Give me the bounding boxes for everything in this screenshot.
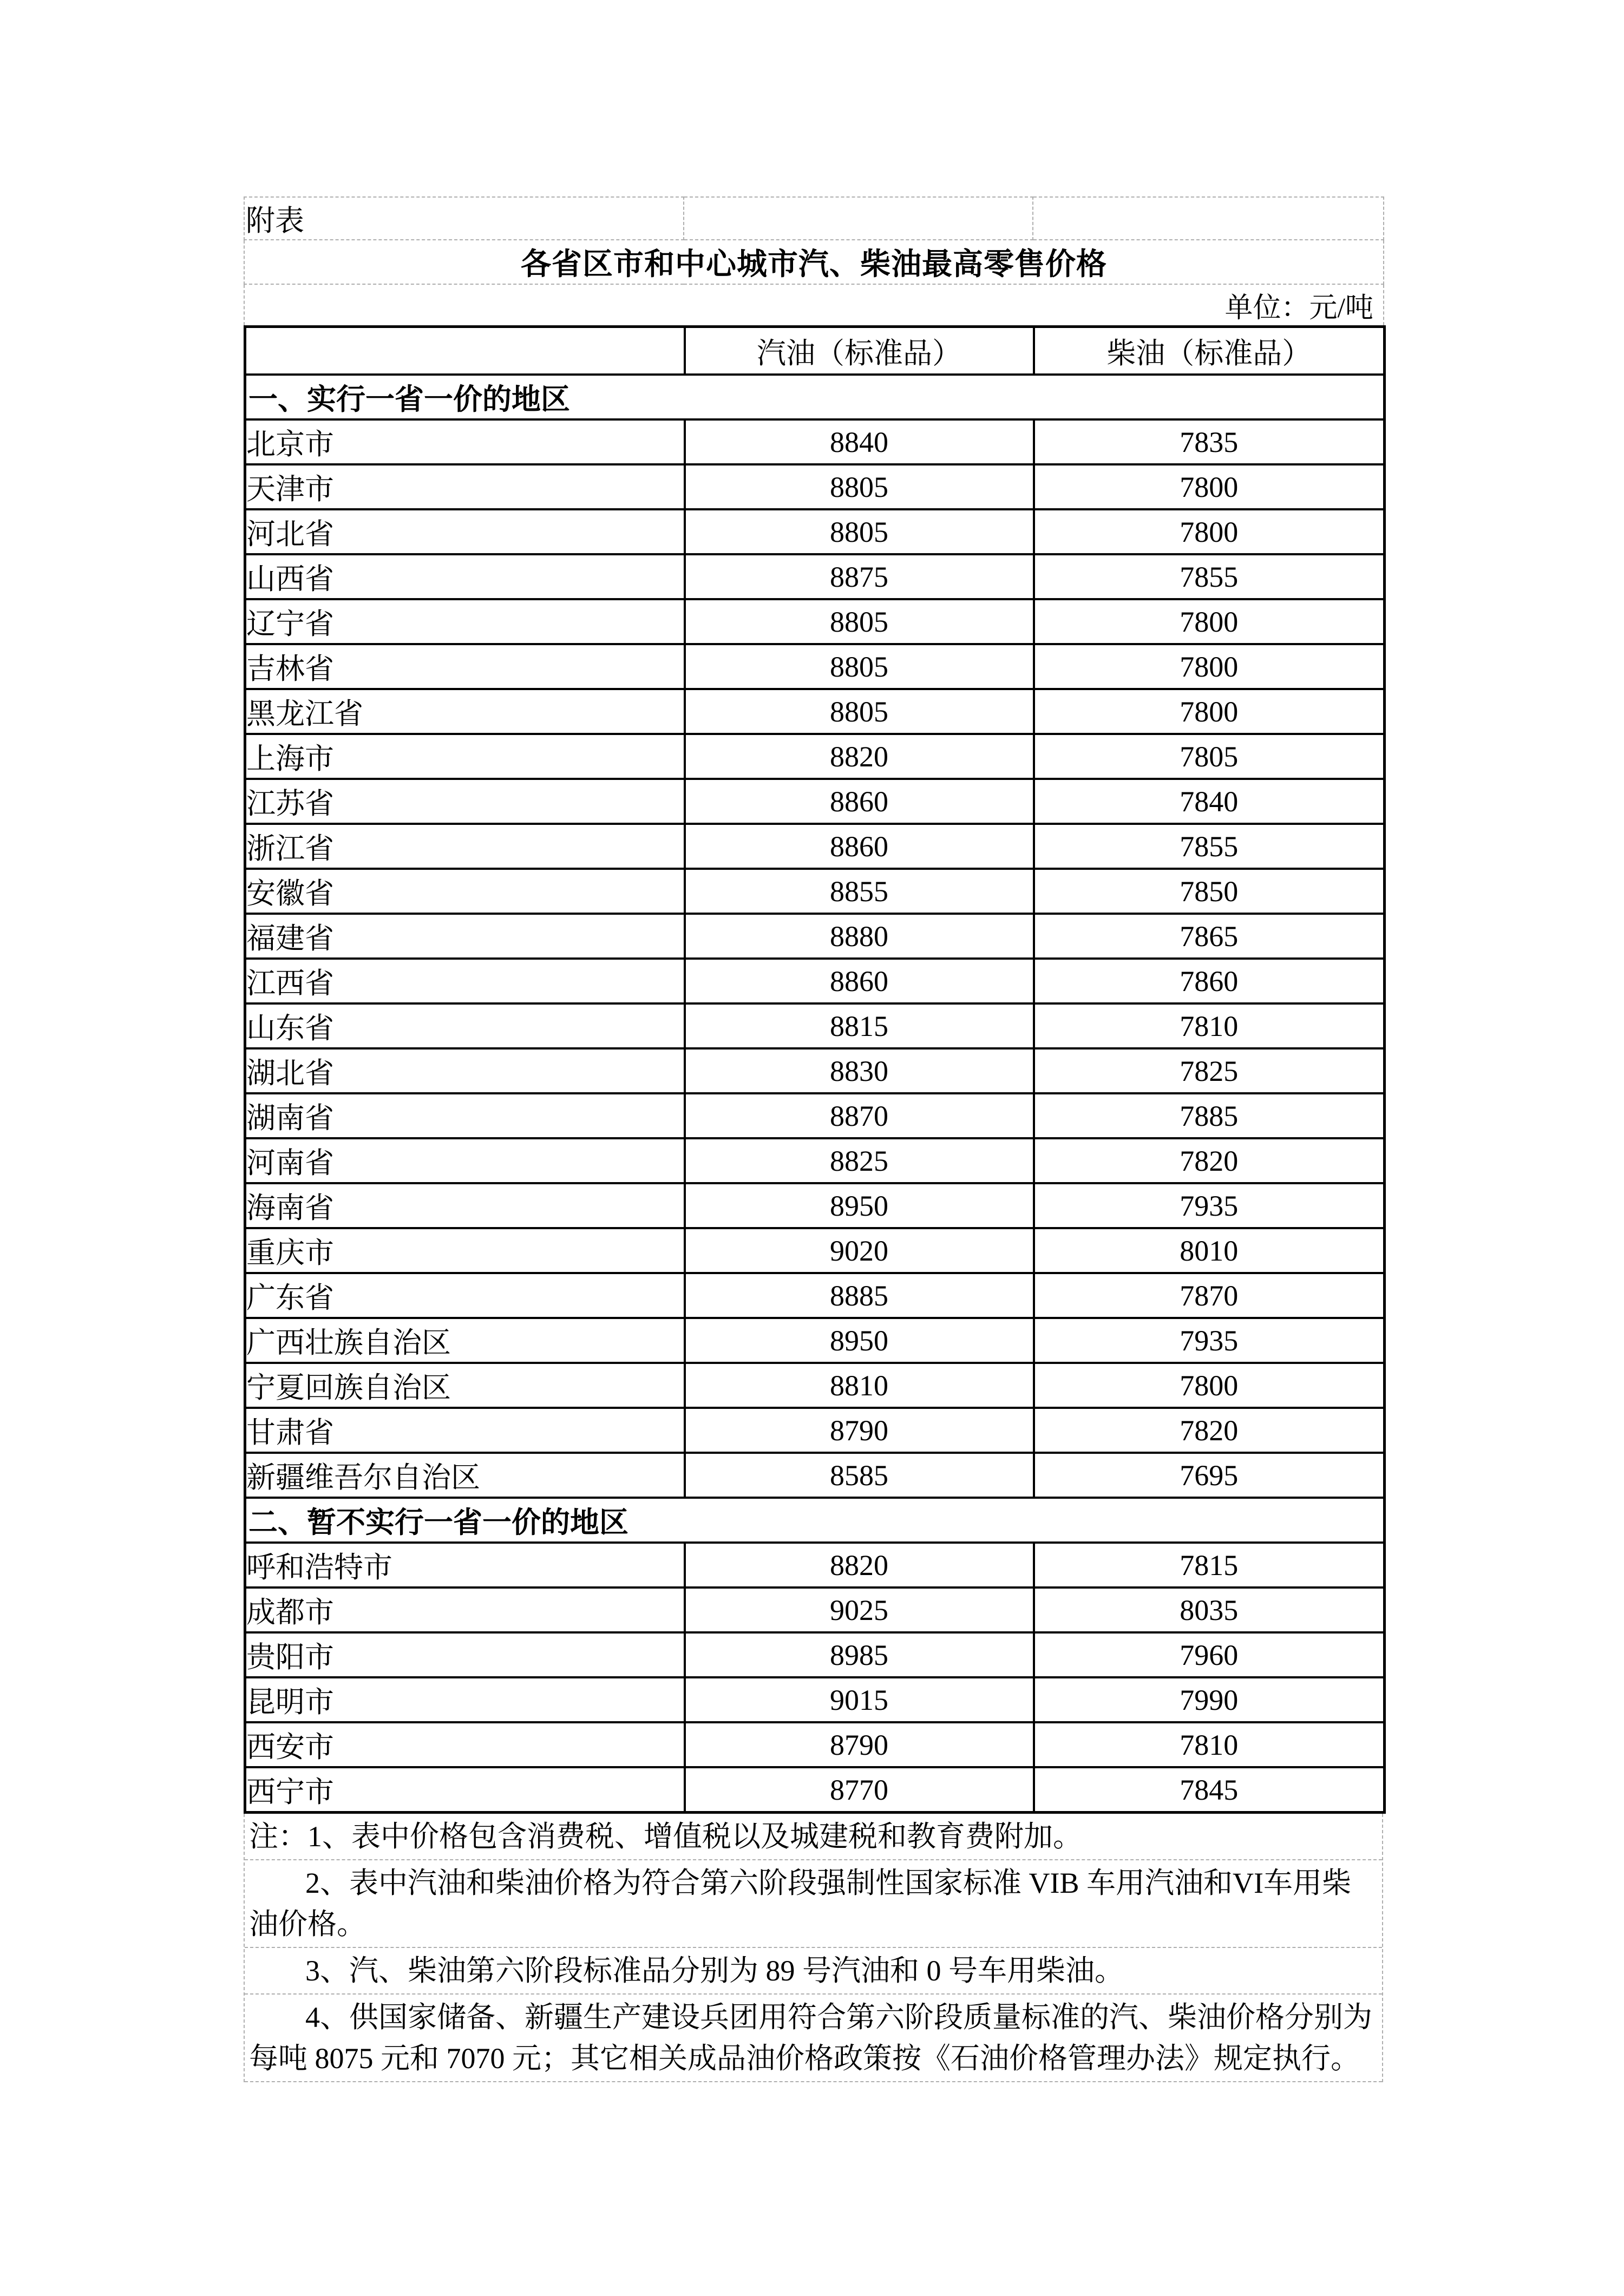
footnote: 2、表中汽油和柴油价格为符合第六阶段强制性国家标准 VIB 车用汽油和VI车用柴油价格。 [245, 1860, 1382, 1948]
gasoline-price-cell: 8820 [685, 1543, 1034, 1587]
price-table-body [245, 375, 1385, 1813]
gasoline-price-cell: 8860 [685, 779, 1034, 824]
table-row [245, 599, 1385, 644]
empty-cell [684, 197, 1033, 240]
table-row [245, 1767, 1385, 1813]
region-cell: 福建省 [245, 914, 685, 959]
diesel-price-cell: 7960 [1034, 1632, 1385, 1677]
region-cell: 昆明市 [245, 1677, 685, 1722]
gasoline-price-cell: 8820 [685, 734, 1034, 779]
table-row [245, 1632, 1385, 1677]
table-row [245, 1273, 1385, 1318]
attachment-label-row [244, 197, 1384, 240]
gasoline-price-cell: 8840 [685, 419, 1034, 464]
diesel-price-cell: 7845 [1034, 1767, 1385, 1813]
region-cell: 宁夏回族自治区 [245, 1363, 685, 1408]
region-cell: 天津市 [245, 464, 685, 509]
diesel-price-cell: 7800 [1034, 644, 1385, 689]
gasoline-price-cell: 8950 [685, 1318, 1034, 1363]
gasoline-price-cell: 8825 [685, 1138, 1034, 1183]
gasoline-price-cell: 8985 [685, 1632, 1034, 1677]
unit-label: 单位：元/吨 [244, 284, 1384, 325]
region-cell: 浙江省 [245, 824, 685, 869]
diesel-price-cell: 7935 [1034, 1318, 1385, 1363]
section-heading: 二、暂不实行一省一价的地区 [245, 1498, 1385, 1543]
region-cell: 安徽省 [245, 869, 685, 914]
diesel-price-cell: 7835 [1034, 419, 1385, 464]
region-cell: 广西壮族自治区 [245, 1318, 685, 1363]
section-heading: 一、实行一省一价的地区 [245, 375, 1385, 419]
gasoline-price-cell: 8770 [685, 1767, 1034, 1813]
table-row [245, 689, 1385, 734]
unit-row [244, 284, 1384, 325]
gasoline-price-cell: 8855 [685, 869, 1034, 914]
table-row [245, 464, 1385, 509]
region-cell: 山东省 [245, 1003, 685, 1048]
table-row [245, 1587, 1385, 1632]
table-row [245, 1543, 1385, 1587]
table-row [245, 1093, 1385, 1138]
region-cell: 河南省 [245, 1138, 685, 1183]
region-cell: 新疆维吾尔自治区 [245, 1453, 685, 1498]
region-cell: 成都市 [245, 1587, 685, 1632]
gasoline-price-cell: 8790 [685, 1408, 1034, 1453]
table-row [245, 959, 1385, 1003]
diesel-price-cell: 7800 [1034, 509, 1385, 554]
diesel-price-cell: 7820 [1034, 1138, 1385, 1183]
diesel-price-cell: 7820 [1034, 1408, 1385, 1453]
gasoline-price-cell: 8875 [685, 554, 1034, 599]
gasoline-price-cell: 8885 [685, 1273, 1034, 1318]
region-cell: 辽宁省 [245, 599, 685, 644]
col-header-diesel: 柴油（标准品） [1034, 327, 1385, 375]
table-row [245, 1228, 1385, 1273]
footnote: 注：1、表中价格包含消费税、增值税以及城建税和教育费附加。 [245, 1814, 1382, 1860]
diesel-price-cell: 7855 [1034, 824, 1385, 869]
footnote: 4、供国家储备、新疆生产建设兵团用符合第六阶段质量标准的汽、柴油价格分别为每吨 8075 元和 7070 元；其它相关成品油价格政策按《石油价格管理办法》规定执行。 [245, 1995, 1382, 2082]
gasoline-price-cell: 8950 [685, 1183, 1034, 1228]
table-row [245, 1722, 1385, 1767]
diesel-price-cell: 8035 [1034, 1587, 1385, 1632]
gasoline-price-cell: 8790 [685, 1722, 1034, 1767]
diesel-price-cell: 7825 [1034, 1048, 1385, 1093]
diesel-price-cell: 7850 [1034, 869, 1385, 914]
table-row [245, 1318, 1385, 1363]
diesel-price-cell: 7885 [1034, 1093, 1385, 1138]
section-heading-row [245, 375, 1385, 419]
region-cell: 重庆市 [245, 1228, 685, 1273]
table-row [245, 734, 1385, 779]
table-row [245, 1003, 1385, 1048]
table-row [245, 779, 1385, 824]
region-cell: 湖北省 [245, 1048, 685, 1093]
gasoline-price-cell: 9020 [685, 1228, 1034, 1273]
region-cell: 贵阳市 [245, 1632, 685, 1677]
region-cell: 北京市 [245, 419, 685, 464]
region-cell: 河北省 [245, 509, 685, 554]
diesel-price-cell: 7800 [1034, 689, 1385, 734]
region-cell: 甘肃省 [245, 1408, 685, 1453]
diesel-price-cell: 7805 [1034, 734, 1385, 779]
diesel-price-cell: 7800 [1034, 464, 1385, 509]
diesel-price-cell: 7870 [1034, 1273, 1385, 1318]
gasoline-price-cell: 8805 [685, 464, 1034, 509]
title-row [244, 240, 1384, 284]
table-row [245, 644, 1385, 689]
table-row [245, 1138, 1385, 1183]
table-row [245, 554, 1385, 599]
table-row [245, 824, 1385, 869]
diesel-price-cell: 7815 [1034, 1543, 1385, 1587]
region-cell: 西宁市 [245, 1767, 685, 1813]
footnote: 3、汽、柴油第六阶段标准品分别为 89 号汽油和 0 号车用柴油。 [245, 1948, 1382, 1995]
gasoline-price-cell: 9015 [685, 1677, 1034, 1722]
diesel-price-cell: 7800 [1034, 1363, 1385, 1408]
region-cell: 西安市 [245, 1722, 685, 1767]
region-cell: 上海市 [245, 734, 685, 779]
gasoline-price-cell: 8830 [685, 1048, 1034, 1093]
table-row [245, 419, 1385, 464]
region-cell: 湖南省 [245, 1093, 685, 1138]
table-row [245, 1408, 1385, 1453]
region-cell: 黑龙江省 [245, 689, 685, 734]
table-row [245, 1048, 1385, 1093]
table-row [245, 1453, 1385, 1498]
empty-cell [1033, 197, 1384, 240]
region-cell: 江苏省 [245, 779, 685, 824]
diesel-price-cell: 7810 [1034, 1003, 1385, 1048]
diesel-price-cell: 7840 [1034, 779, 1385, 824]
region-cell: 江西省 [245, 959, 685, 1003]
diesel-price-cell: 7860 [1034, 959, 1385, 1003]
section-heading-row [245, 1498, 1385, 1543]
table-row [245, 869, 1385, 914]
diesel-price-cell: 7695 [1034, 1453, 1385, 1498]
gasoline-price-cell: 8805 [685, 689, 1034, 734]
table-row [245, 1363, 1385, 1408]
region-cell: 海南省 [245, 1183, 685, 1228]
gasoline-price-cell: 8805 [685, 644, 1034, 689]
region-cell: 吉林省 [245, 644, 685, 689]
diesel-price-cell: 7935 [1034, 1183, 1385, 1228]
diesel-price-cell: 7865 [1034, 914, 1385, 959]
gasoline-price-cell: 8860 [685, 959, 1034, 1003]
gasoline-price-cell: 8805 [685, 599, 1034, 644]
region-cell: 广东省 [245, 1273, 685, 1318]
table-row [245, 1183, 1385, 1228]
notes-section [244, 1814, 1383, 2082]
diesel-price-cell: 7810 [1034, 1722, 1385, 1767]
diesel-price-cell: 7990 [1034, 1677, 1385, 1722]
gasoline-price-cell: 8810 [685, 1363, 1034, 1408]
gasoline-price-cell: 8860 [685, 824, 1034, 869]
price-table [244, 325, 1386, 1814]
diesel-price-cell: 8010 [1034, 1228, 1385, 1273]
column-header-row [245, 327, 1385, 375]
gasoline-price-cell: 8585 [685, 1453, 1034, 1498]
table-row [245, 1677, 1385, 1722]
page-title: 各省区市和中心城市汽、柴油最高零售价格 [244, 240, 1384, 284]
gasoline-price-cell: 8815 [685, 1003, 1034, 1048]
gasoline-price-cell: 8805 [685, 509, 1034, 554]
diesel-price-cell: 7855 [1034, 554, 1385, 599]
table-row [245, 914, 1385, 959]
table-row [245, 509, 1385, 554]
region-cell: 呼和浩特市 [245, 1543, 685, 1587]
gasoline-price-cell: 9025 [685, 1587, 1034, 1632]
gasoline-price-cell: 8880 [685, 914, 1034, 959]
document-content [244, 196, 1383, 2082]
gasoline-price-cell: 8870 [685, 1093, 1034, 1138]
attachment-label: 附表 [244, 197, 684, 240]
region-cell: 山西省 [245, 554, 685, 599]
diesel-price-cell: 7800 [1034, 599, 1385, 644]
top-ghost-table [244, 196, 1384, 325]
col-header-gasoline: 汽油（标准品） [685, 327, 1034, 375]
col-header-region [245, 327, 685, 375]
